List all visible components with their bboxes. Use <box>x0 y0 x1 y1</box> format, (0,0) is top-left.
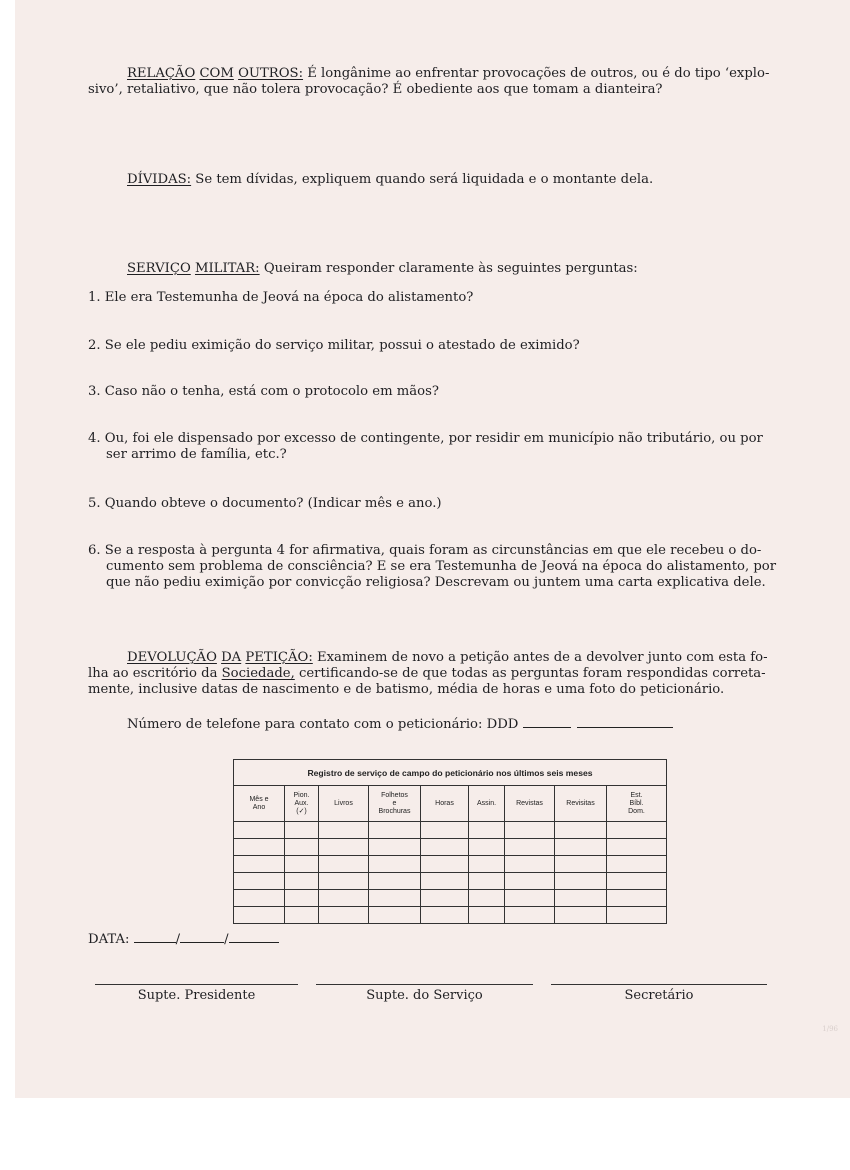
table-row[interactable] <box>234 839 667 856</box>
data-line: DATA: / / <box>88 930 279 948</box>
col-horas: Horas <box>421 786 469 822</box>
col-livros: Livros <box>319 786 369 822</box>
signature-label-servico: Supte. do Serviço <box>366 988 483 1003</box>
data-mes-field[interactable] <box>180 930 224 943</box>
devolucao-line-3: mente, inclusive datas de nascimento e de batismo, média de horas e uma foto do peticionário. <box>88 682 725 697</box>
form-code: 1/96 <box>822 1025 838 1033</box>
table-row[interactable] <box>234 822 667 839</box>
signature-line-servico[interactable] <box>316 984 533 985</box>
telefone-field[interactable] <box>577 715 673 728</box>
question-1: 1. Ele era Testemunha de Jeová na época do alistamento? <box>88 290 474 305</box>
registro-table <box>233 759 667 924</box>
telefone-line <box>127 715 673 733</box>
ddd-field[interactable] <box>523 715 571 728</box>
col-est-bibl: Est. Bíbl. Dom. <box>607 786 667 822</box>
table-row[interactable] <box>234 890 667 907</box>
question-4: 4. Ou, foi ele dispensado por excesso de contingente, por residir em município não tributário, ou por <box>88 431 763 446</box>
col-folhetos: Folhetos e Brochuras <box>369 786 421 822</box>
devolucao-line-2: lha ao escritório da Sociedade, certificando-se de que todas as perguntas foram respondidas correta- <box>88 666 766 681</box>
table-row[interactable] <box>234 873 667 890</box>
question-6-line-3: que não pediu eximição por convicção religiosa? Descrevam ou juntem uma carta explicativa dele. <box>106 575 766 590</box>
data-dia-field[interactable] <box>134 930 176 943</box>
question-4-line-2: ser arrimo de família, etc.? <box>106 447 287 462</box>
devolucao-label: DEVOLUÇÃO <box>127 650 217 665</box>
data-label: DATA: <box>88 932 130 947</box>
relacao-line-1: RELAÇÃO COM OUTROS: É longânime ao enfrentar provocações de outros, ou é do tipo ‘explo- <box>127 66 770 81</box>
data-ano-field[interactable] <box>229 930 279 943</box>
dividas-line: DÍVIDAS: Se tem dívidas, expliquem quando será liquidada e o montante dela. <box>127 172 654 187</box>
signature-line-secretario[interactable] <box>551 984 767 985</box>
col-pion-aux: Pion. Aux. (✓) <box>285 786 319 822</box>
col-revisitas: Revisitas <box>555 786 607 822</box>
question-6: 6. Se a resposta à pergunta 4 for afirmativa, quais foram as circunstâncias em que ele recebeu o do- <box>88 543 762 558</box>
telefone-label: Número de telefone para contato com o peticionário: DDD <box>127 717 519 732</box>
signature-label-presidente: Supte. Presidente <box>137 988 256 1003</box>
table-row[interactable] <box>234 856 667 873</box>
relacao-line-2: sivo’, retaliativo, que não tolera provocação? É obediente aos que tomam a dianteira? <box>88 82 663 97</box>
question-3: 3. Caso não o tenha, está com o protocolo em mãos? <box>88 384 439 399</box>
registro-title: Registro de serviço de campo do peticionário nos últimos seis meses <box>234 760 667 786</box>
devolucao-line-1: DEVOLUÇÃO DA PETIÇÃO: Examinem de novo a petição antes de a devolver junto com esta fo- <box>127 650 768 665</box>
question-6-line-2: cumento sem problema de consciência? E se era Testemunha de Jeová na época do alistamento, por <box>106 559 777 574</box>
relacao-label: RELAÇÃO <box>127 66 196 81</box>
servico-militar-heading: SERVIÇO MILITAR: Queiram responder claramente às seguintes perguntas: <box>127 261 638 276</box>
table-row[interactable] <box>234 907 667 924</box>
col-assin: Assin. <box>469 786 505 822</box>
registro-header-row <box>234 786 667 822</box>
question-5: 5. Quando obteve o documento? (Indicar mês e ano.) <box>88 496 442 511</box>
dividas-label: DÍVIDAS: <box>127 172 192 187</box>
signature-line-presidente[interactable] <box>95 984 298 985</box>
col-mes-ano: Mês e Ano <box>234 786 285 822</box>
question-2: 2. Se ele pediu eximição do serviço militar, possui o atestado de eximido? <box>88 338 580 353</box>
signature-label-secretario: Secretário <box>624 988 694 1003</box>
col-revistas: Revistas <box>505 786 555 822</box>
